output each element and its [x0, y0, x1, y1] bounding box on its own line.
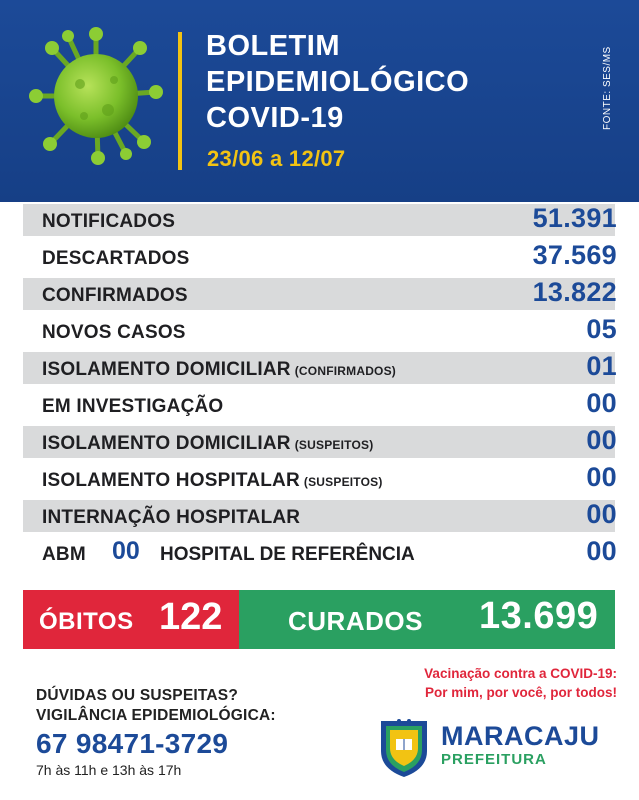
vaccination-slogan: [424, 664, 617, 702]
stat-value: 00: [586, 388, 617, 418]
title-line-1: BOLETIM: [206, 30, 340, 62]
hospital-label: HOSPITAL DE REFERÊNCIA: [160, 544, 415, 565]
brand: [441, 721, 600, 769]
brand-subtitle: PREFEITURA: [441, 751, 547, 768]
stat-value: 13.822: [532, 277, 617, 307]
contact-phone[interactable]: 67 98471-3729: [36, 728, 229, 759]
vaccination-line-1: Vacinação contra a COVID-19:: [424, 666, 617, 681]
source-note: [598, 28, 618, 138]
stat-label: EM INVESTIGAÇÃO: [42, 396, 224, 417]
deaths-label: ÓBITOS: [39, 608, 134, 635]
deaths-box: [23, 590, 239, 649]
totals-bar: [23, 590, 615, 649]
title-line-2: EPIDEMIOLÓGICO: [206, 66, 470, 98]
recovered-label: CURADOS: [288, 606, 423, 636]
stat-row: [0, 313, 639, 350]
stat-label: NOVOS CASOS: [42, 322, 186, 343]
stat-value: 05: [586, 314, 617, 344]
stat-row: [0, 276, 639, 313]
stat-row: [0, 202, 639, 239]
stat-value: 00: [586, 499, 617, 529]
hospital-value: 00: [586, 536, 617, 566]
brand-name: MARACAJU: [441, 721, 600, 751]
header-divider: [178, 32, 182, 170]
stat-value: 00: [586, 425, 617, 455]
stat-row: [0, 461, 639, 498]
vaccination-line-2: Por mim, por você, por todos!: [424, 685, 617, 700]
contact-department: VIGILÂNCIA EPIDEMIOLÓGICA:: [36, 707, 276, 724]
contact-block: [36, 686, 276, 778]
contact-question: DÚVIDAS OU SUSPEITAS?: [36, 687, 238, 704]
recovered-value: 13.699: [479, 595, 599, 637]
abm-value: 00: [112, 537, 140, 565]
header-banner: [0, 0, 639, 202]
stat-note: (SUSPEITOS): [303, 475, 383, 489]
stat-row: [0, 387, 639, 424]
stat-label: INTERNAÇÃO HOSPITALAR: [42, 507, 301, 528]
stat-row: [0, 350, 639, 387]
stat-label: ISOLAMENTO DOMICILIAR: [42, 433, 291, 454]
stat-label: NOTIFICADOS: [42, 211, 176, 232]
stat-row: [0, 498, 639, 535]
coat-of-arms-icon: [377, 717, 431, 779]
stat-value: 00: [586, 462, 617, 492]
stat-label: CONFIRMADOS: [42, 285, 188, 306]
stat-label: ISOLAMENTO DOMICILIAR: [42, 359, 291, 380]
virus-icon: [28, 26, 164, 166]
deaths-value: 122: [159, 596, 223, 638]
source-text: FONTE: SES/MS: [602, 46, 613, 130]
abm-row: [0, 535, 639, 572]
abm-label: ABM: [42, 544, 86, 565]
date-range: 23/06 a 12/07: [207, 146, 346, 171]
stat-value: 01: [586, 351, 617, 381]
stats-table: [0, 202, 639, 572]
stat-label: DESCARTADOS: [42, 248, 190, 269]
stat-value: 51.391: [532, 203, 617, 233]
bulletin-title: [206, 28, 469, 136]
stat-value: 37.569: [532, 240, 617, 270]
stat-label: ISOLAMENTO HOSPITALAR: [42, 470, 300, 491]
contact-hours: 7h às 11h e 13h às 17h: [36, 762, 182, 778]
stat-row: [0, 239, 639, 276]
recovered-box: [239, 590, 615, 649]
stat-note: (CONFIRMADOS): [294, 364, 396, 378]
stat-note: (SUSPEITOS): [294, 438, 374, 452]
stat-row: [0, 424, 639, 461]
title-line-3: COVID-19: [206, 102, 344, 134]
